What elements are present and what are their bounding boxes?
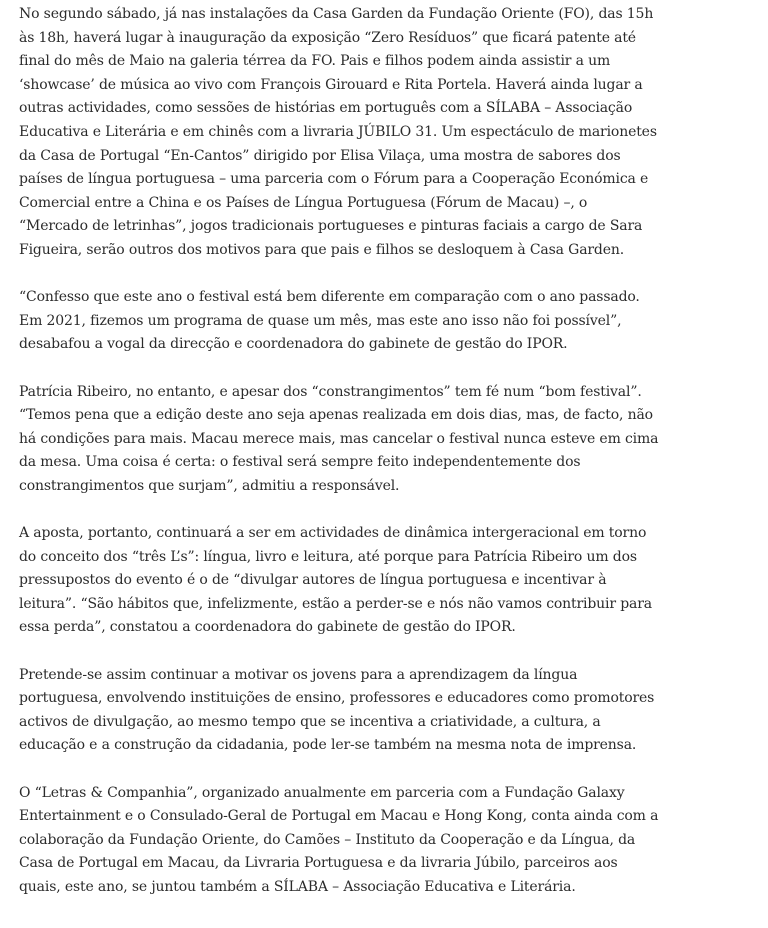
article-paragraph: Pretende-se assim continuar a motivar os jovens para a aprendizagem da língua portuguesa, envolvendo instituições de ensino, professores e educadores como promotores activos de divulgação, ao mesmo tempo que se incentiva a criatividade, a cultura, a educação e a construção da cidadania, pode ler-se também na mesma nota de imprensa. — [19, 666, 655, 754]
article-paragraph: O “Letras & Companhia”, organizado anualmente em parceria com a Fundação Galaxy Entertainment e o Consulado-Geral de Portugal em Macau e Hong Kong, conta ainda com a colaboração da Fundação Oriente, do Camões – Instituto da Cooperação e da Língua, da Casa de Portugal em Macau, da Livraria Portuguesa e da livraria Júbilo, parceiros aos quais, este ano, se juntou também a SÍLABA – Associação Educativa e Literária. — [19, 784, 659, 895]
article-paragraph: No segundo sábado, já nas instalações da Casa Garden da Fundação Oriente (FO), das 15h às 18h, haverá lugar à inauguração da exposição “Zero Resíduos” que ficará patente até final do mês de Maio na galeria térrea da FO. Pais e filhos podem ainda assistir a um ‘showcase’ de música ao vivo com François Girouard e Rita Portela. Haverá ainda lugar a outras actividades, como sessões de histórias em português com a SÍLABA – Associação Educativa e Literária e em chinês com a livraria JÚBILO 31. Um espectáculo de marionetes da Casa de Portugal “En-Cantos” dirigido por Elisa Vilaça, uma mostra de sabores dos países de língua portuguesa – uma parceria com o Fórum para a Cooperação Económica e Comercial entre a China e os Países de Língua Portuguesa (Fórum de Macau) –, o “Mercado de letrinhas”, jogos tradicionais portugueses e pinturas faciais a cargo de Sara Figueira, serão outros dos motivos para que pais e filhos se desloquem à Casa Garden. — [19, 6, 657, 258]
article-paragraph: Patrícia Ribeiro, no entanto, e apesar dos “constrangimentos” tem fé num “bom festival”. “Temos pena que a edição deste ano seja apenas realizada em dois dias, mas, de facto, não há condições para mais. Macau merece mais, mas cancelar o festival nunca esteve em cima da mesa. Uma coisa é certa: o festival será sempre feito independentemente dos constrangimentos que surjam”, admitiu a responsável. — [19, 383, 659, 494]
article-paragraph: A aposta, portanto, continuará a ser em actividades de dinâmica intergeracional em torno do conceito dos “três L’s”: língua, livro e leitura, até porque para Patrícia Ribeiro um dos pressupostos do evento é o de “divulgar autores de língua portuguesa e incentivar à leitura”. “São hábitos que, infelizmente, estão a perder-se e nós não vamos contribuir para essa perda”, constatou a coordenadora do gabinete de gestão do IPOR. — [19, 525, 652, 636]
article-body — [19, 3, 659, 923]
article-paragraph: “Confesso que este ano o festival está bem diferente em comparação com o ano passado. Em 2021, fizemos um programa de quase um mês, mas este ano isso não foi possível”, desabafou a vogal da direcção e coordenadora do gabinete de gestão do IPOR. — [19, 289, 640, 353]
